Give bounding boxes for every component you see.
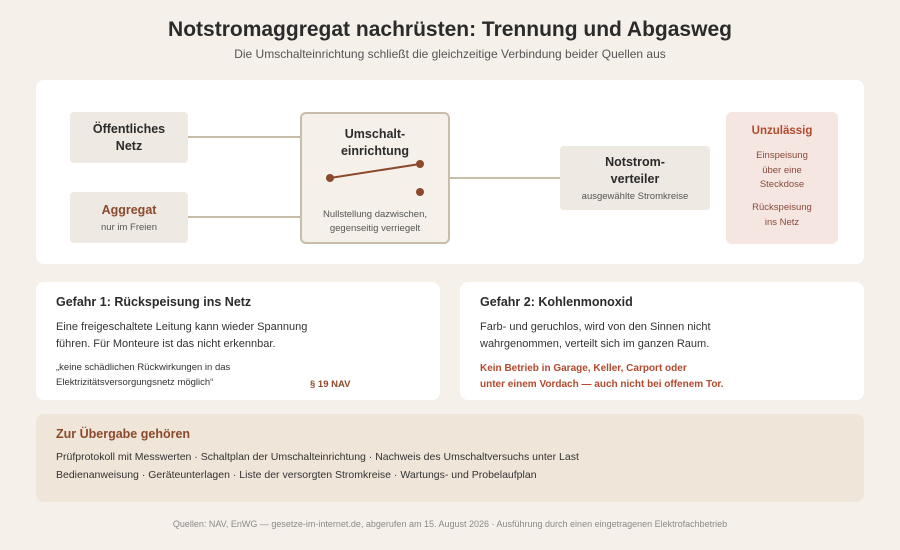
danger-backfeed-text-2: führen. Für Monteure ist das nicht erkennbar. bbox=[56, 338, 276, 351]
distributor-label-2: verteiler bbox=[610, 171, 660, 186]
danger-backfeed-text-1: Eine freigeschaltete Leitung kann wieder Spannung bbox=[56, 321, 308, 333]
transfer-switch-label-1: Umschalt- bbox=[344, 127, 406, 141]
switch-pivot-dot bbox=[326, 174, 334, 182]
generator-node bbox=[70, 192, 188, 243]
forbidden-box bbox=[726, 112, 838, 244]
law-quote-1: „keine schädlichen Rückwirkungen in das bbox=[56, 362, 231, 374]
generator-note: nur im Freien bbox=[101, 222, 157, 234]
public-grid-label-1: Öffentliches bbox=[92, 121, 166, 136]
generator-label: Aggregat bbox=[101, 202, 157, 217]
handover-line-2: Bedienanweisung · Geräteunterlagen · Liste der versorgten Stromkreise · Wartungs- und Probelaufplan bbox=[56, 468, 537, 481]
danger-backfeed-text bbox=[56, 319, 420, 353]
distributor-note: ausgewählte Stromkreise bbox=[581, 191, 689, 203]
switch-contact-grid-dot bbox=[416, 160, 424, 168]
transfer-switch-note-2: gegenseitig verriegelt bbox=[329, 223, 421, 235]
page-title: Notstromaggregat nachrüsten: Trennung und Abgasweg bbox=[168, 18, 732, 41]
diagram-panel bbox=[36, 80, 864, 264]
danger-co-title: Gefahr 2: Kohlenmonoxid bbox=[480, 295, 633, 309]
danger-backfeed-title: Gefahr 1: Rückspeisung ins Netz bbox=[56, 295, 252, 309]
danger-backfeed-card bbox=[36, 282, 440, 400]
switch-contact-generator-dot bbox=[416, 188, 424, 196]
transfer-switch-note bbox=[302, 208, 448, 237]
footer-sources: Quellen: NAV, EnWG — gesetze-im-internet.de, abgerufen am 15. August 2026 · Ausführung durch einen eingetragenen Elektrofachbetrieb bbox=[172, 519, 728, 529]
handover-line-1: Prüfprotokoll mit Messwerten · Schaltplan der Umschalteinrichtung · Nachweis des Umschaltversuchs unter Last bbox=[56, 451, 579, 463]
forbidden-item1-line1: Einspeisung bbox=[756, 150, 808, 161]
forbidden-item-backfeed bbox=[726, 201, 838, 230]
distributor-label-1: Notstrom- bbox=[605, 154, 665, 169]
forbidden-title: Unzulässig bbox=[751, 125, 813, 137]
handover-panel bbox=[36, 414, 864, 502]
forbidden-item2-line1: Rückspeisung bbox=[752, 202, 812, 214]
law-quote-2: Elektrizitätsversorgungsnetz möglich“ bbox=[56, 376, 214, 388]
danger-co-card bbox=[460, 282, 864, 400]
danger-co-text bbox=[480, 319, 844, 353]
danger-co-text-2: wahrgenommen, verteilt sich im ganzen Raum. bbox=[480, 338, 710, 351]
law-quote bbox=[56, 361, 306, 390]
handover-title: Zur Übergabe gehören bbox=[56, 427, 191, 441]
forbidden-item1-line2: über eine bbox=[762, 164, 802, 176]
forbidden-item-socket-feed bbox=[726, 149, 838, 193]
law-quote-row bbox=[56, 361, 420, 390]
transfer-switch-node bbox=[300, 112, 450, 244]
danger-co-warning bbox=[480, 361, 844, 393]
page-subtitle: Die Umschalteinrichtung schließt die gleichzeitige Verbindung beider Quellen aus bbox=[234, 47, 666, 61]
transfer-switch-label-2: einrichtung bbox=[340, 143, 410, 158]
law-reference: § 19 NAV bbox=[310, 378, 351, 390]
forbidden-item2-line2: ins Netz bbox=[764, 216, 800, 228]
transfer-switch-note-1: Nullstellung dazwischen, bbox=[322, 209, 428, 220]
public-grid-node bbox=[70, 112, 188, 163]
danger-co-text-1: Farb- und geruchlos, wird von den Sinnen nicht bbox=[480, 321, 711, 333]
danger-co-warning-2: unter einem Vordach — auch nicht bei offenem Tor. bbox=[480, 379, 724, 391]
danger-co-warning-1: Kein Betrieb in Garage, Keller, Carport oder bbox=[480, 363, 687, 375]
forbidden-item1-line3: Steckdose bbox=[759, 179, 805, 191]
emergency-distributor-node bbox=[560, 146, 710, 210]
public-grid-label-2: Netz bbox=[115, 138, 143, 153]
